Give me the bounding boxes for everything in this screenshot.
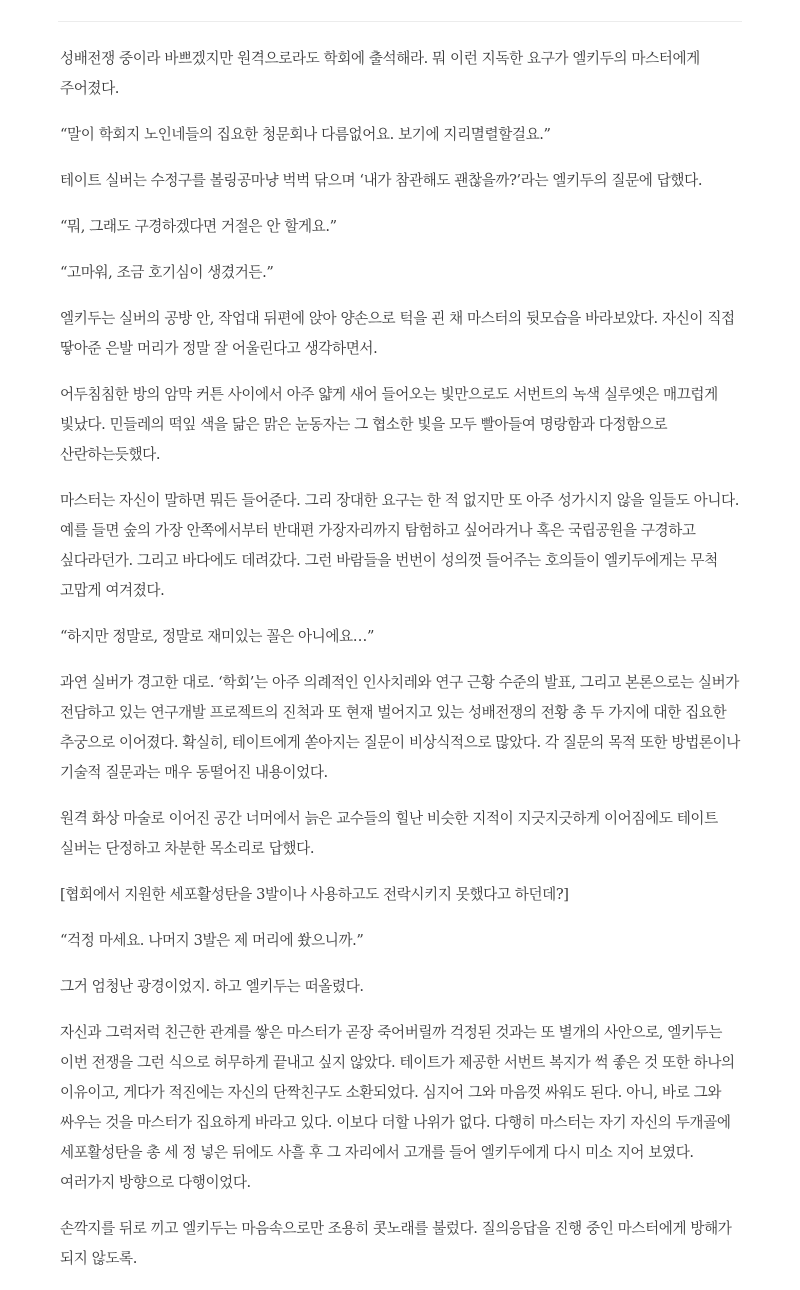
paragraph: 손깍지를 뒤로 끼고 엘키두는 마음속으로만 조용히 콧노래를 불렀다. 질의응답을 진행 중인 마스터에게 방해가 되지 않도록.: [60, 1220, 732, 1267]
paragraph: 자신과 그럭저럭 친근한 관계를 쌓은 마스터가 곧장 죽어버릴까 걱정된 것과는 또 별개의 사안으로, 엘키두는 이번 전쟁을 그런 식으로 허무하게 끝내고 싶지 않았다. 테이트가 제공한 서번트 복지가 썩 좋은 것 또한 하나의 이유이고, 게다가 적진에는 자신의 단짝친구도 소환되었다. 심지어 그와 마음껏 싸워도 된다. 아니, 바로 그와 싸우는 것을 마스터가 집요하게 바라고 있다. 이보다 더할 나위가 없다. 다행히 마스터는 자기 자신의 두개골에 세포활성탄을 총 세 정 넣은 뒤에도 사흘 후 그 자리에서 고개를 들어 엘키두에게 다시 미소 지어 보였다. 여러가지 방향으로 다행이었다.: [60, 1024, 735, 1191]
paragraph: 엘키두는 실버의 공방 안, 작업대 뒤편에 앉아 양손으로 턱을 괸 채 마스터의 뒷모습을 바라보았다. 자신이 직접 땋아준 은발 머리가 정말 잘 어울린다고 생각하면서.: [60, 310, 735, 357]
paragraph: 과연 실버가 경고한 대로. ‘학회’는 아주 의례적인 인사치레와 연구 근황 수준의 발표, 그리고 본론으로는 실버가 전담하고 있는 연구개발 프로젝트의 진척과 또 현재 벌어지고 있는 성배전쟁의 전황 총 두 가지에 대한 집요한 추궁으로 이어졌다. 확실히, 테이트에게 쏟아지는 질문이 비상식적으로 많았다. 각 질문의 목적 또한 방법론이나 기술적 질문과는 매우 동떨어진 내용이었다.: [60, 674, 740, 781]
paragraph: “걱정 마세요. 나머지 3발은 제 머리에 쐈으니까.”: [60, 932, 364, 949]
top-divider: [58, 21, 742, 22]
paragraph: “고마워, 조금 호기심이 생겼거든.”: [60, 264, 274, 281]
paragraph: 테이트 실버는 수정구를 볼링공마냥 벅벅 닦으며 ‘내가 참관해도 괜찮을까?’라는 엘키두의 질문에 답했다.: [60, 172, 703, 189]
paragraph: 어두침침한 방의 암막 커튼 사이에서 아주 얇게 새어 들어오는 빛만으로도 서번트의 녹색 실루엣은 매끄럽게 빛났다. 민들레의 떡잎 색을 닮은 맑은 눈동자는 그 협소한 빛을 모두 빨아들여 명랑함과 다정함으로 산란하는듯했다.: [60, 386, 718, 463]
paragraph: “말이 학회지 노인네들의 집요한 청문회나 다름없어요. 보기에 지리멸렬할걸요.”: [60, 126, 551, 143]
article-body: [60, 44, 744, 1290]
paragraph: [협회에서 지원한 세포활성탄을 3발이나 사용하고도 전락시키지 못했다고 하던데?]: [60, 886, 569, 903]
paragraph: 원격 화상 마술로 이어진 공간 너머에서 늙은 교수들의 힐난 비슷한 지적이 지긋지긋하게 이어짐에도 테이트 실버는 단정하고 차분한 목소리로 답했다.: [60, 810, 718, 857]
paragraph: 그거 엄청난 광경이었지. 하고 엘키두는 떠올렸다.: [60, 978, 364, 995]
paragraph: “뭐, 그래도 구경하겠다면 거절은 안 할게요.”: [60, 218, 337, 235]
paragraph: 성배전쟁 중이라 바쁘겠지만 원격으로라도 학회에 출석해라. 뭐 이런 지독한 요구가 엘키두의 마스터에게 주어졌다.: [60, 50, 700, 97]
paragraph: 마스터는 자신이 말하면 뭐든 들어준다. 그리 장대한 요구는 한 적 없지만 또 아주 성가시지 않을 일들도 아니다. 예를 들면 숲의 가장 안쪽에서부터 반대편 가장자리까지 탐험하고 싶어라거나 혹은 국립공원을 구경하고 싶다라던가. 그리고 바다에도 데려갔다. 그런 바람들을 번번이 성의껏 들어주는 호의들이 엘키두에게는 무척 고맙게 여겨졌다.: [60, 492, 739, 599]
paragraph: “하지만 정말로, 정말로 재미있는 꼴은 아니에요…”: [60, 628, 375, 645]
